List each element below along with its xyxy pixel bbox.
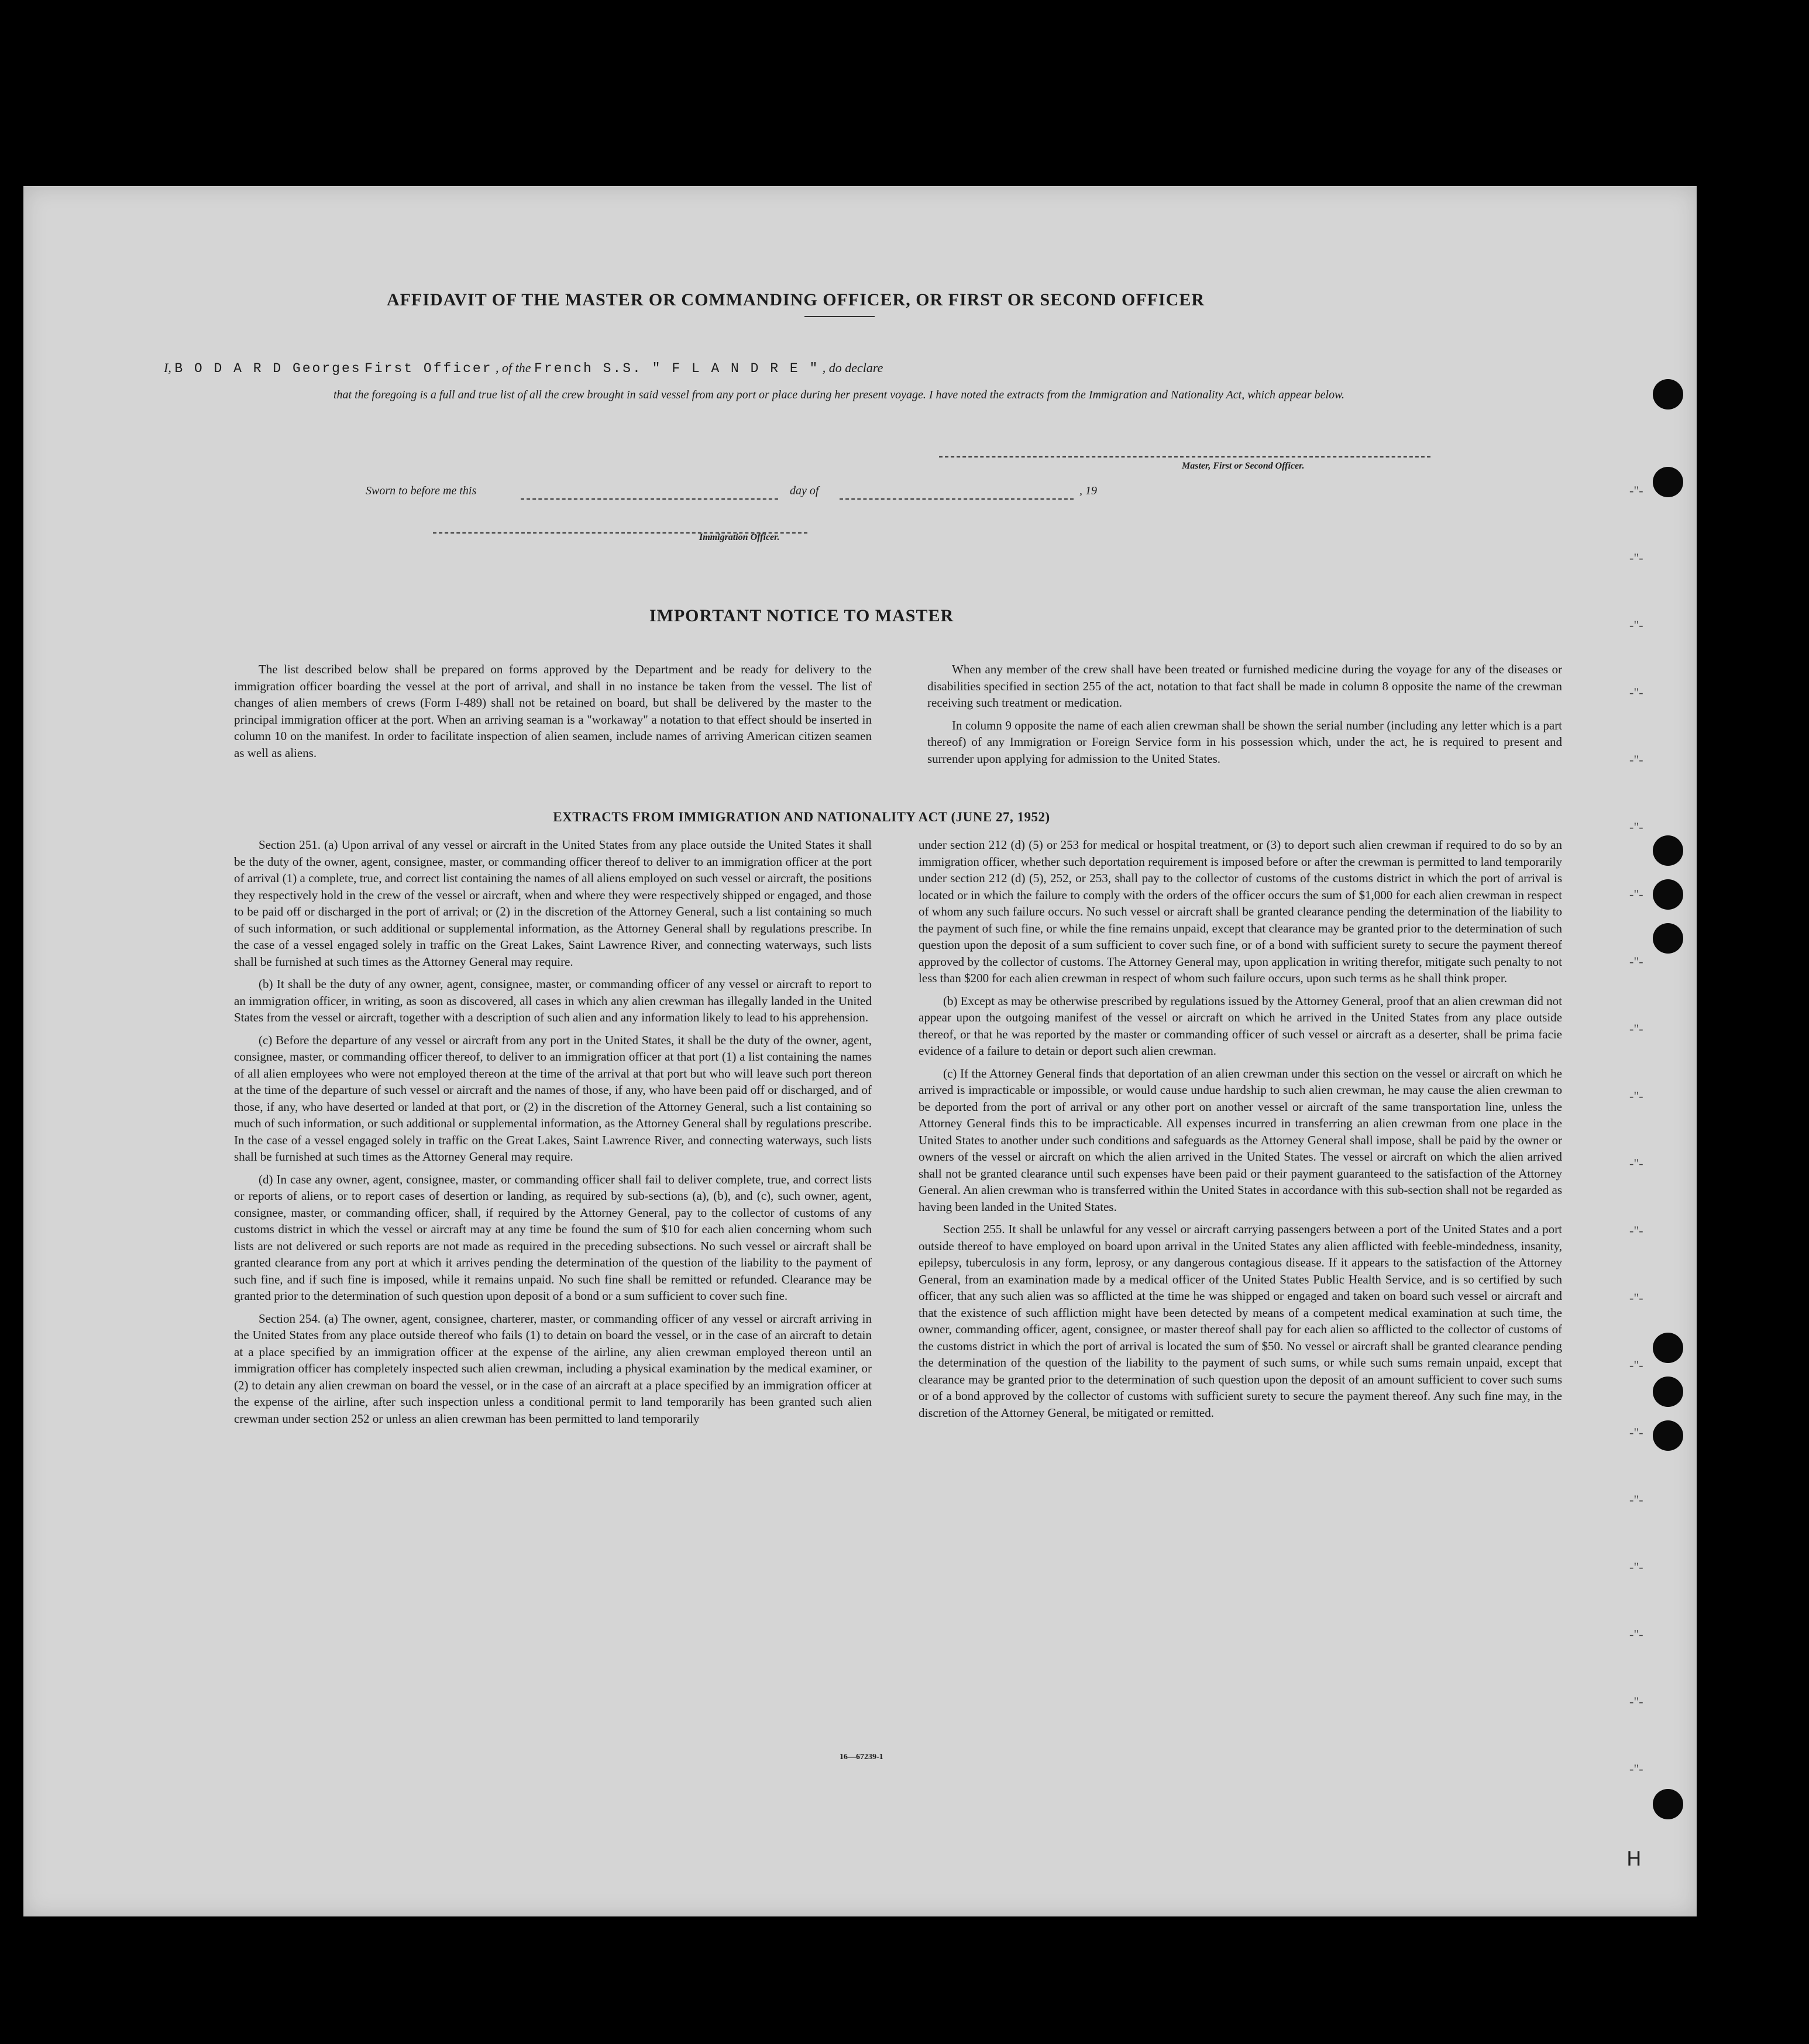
statute-paragraph: Section 251. (a) Upon arrival of any vessel or aircraft in the United States from any place outside the United States it shall be the duty of the owner, agent, consignee, master, or commanding officer thereof to deliver to an immigration officer at the port of arrival (1) a complete, true, and correct list containing the names of all aliens employed on such vessel or aircraft, the positions they respectively hold in the crew of the vessel or aircraft, when and where they were respectively shipped or engaged, and those to be paid off or discharged in the port of arrival; or (2) in the discretion of the Attorney General, such a list containing so much of such information, or such additional or supplemental information, as the Attorney General shall by regulations prescribe. In the case of a vessel engaged solely in traffic on the Great Lakes, Saint Lawrence River, and connecting waterways, such lists shall be furnished at such times as the Attorney General may require.	[234, 838, 872, 969]
month-line	[840, 497, 1074, 500]
statute-paragraph: (d) In case any owner, agent, consignee, master, or commanding officer shall fail to deliver complete, true, and correct lists or reports of aliens, or to report cases of desertion or landing, as required by sub-sections (a), (b), and (c), such owner, agent, consignee, master, or commanding officer, shall, if required by the Attorney General, pay to the collector of customs of any customs district in which the vessel or aircraft may at any time be found the sum of $10 for each alien concerning whom such lists are not delivered or such reports are not made as required in the preceding subsections. No such vessel or aircraft shall be granted clearance from any port at which it arrives pending the determination of the question of the liability to the payment of such fine, and if such fine is imposed, while it remains unpaid. No such fine shall be remitted or refunded. Clearance may be granted prior to the determination of such question upon deposit of a bond or a sum sufficient to cover such fine.	[234, 1172, 872, 1303]
form-number: 16—67239-1	[840, 1753, 883, 1761]
punch-hole	[1653, 467, 1683, 497]
notice-right-column	[927, 661, 1562, 773]
statute-paragraph: under section 212 (d) (5) or 253 for medical or hospital treatment, or (3) to deport such alien crewman if required to do so by an immigration officer, whether such deportation requirement is imposed before or after the crewman is permitted to land temporarily under section 212 (d) (5), 252, or 253, shall pay to the collector of customs of the customs district in which the port of arrival is located or in which the failure to comply with the orders of the officer occurs the sum of $1,000 for each alien crewman in respect of whom any such failure occurs. No such vessel or aircraft shall be granted clearance pending the determination of the liability to the payment of such fine, or while the fine remains unpaid, except that clearance may be granted prior to the determination of such question upon the deposit of a sum sufficient to cover such fine, or of a bond with sufficient surety to secure the payment thereof approved by the collector of customs. The Attorney General may, upon application in writing therefor, mitigate such penalty to not less than $200 for each alien crewman in respect of whom such failure occurs, upon such terms as he shall think proper.	[919, 838, 1562, 985]
punch-hole	[1653, 1420, 1683, 1451]
punch-hole	[1653, 1789, 1683, 1819]
signature-line	[939, 455, 1430, 457]
title-rule	[804, 316, 875, 317]
notice-title: IMPORTANT NOTICE TO MASTER	[649, 606, 954, 625]
declaration-suffix: , do declare	[822, 360, 883, 375]
sworn-label: Sworn to before me this	[366, 484, 477, 497]
punch-hole	[1653, 835, 1683, 866]
immigration-officer-label: Immigration Officer.	[699, 532, 780, 542]
notice-paragraph: The list described below shall be prepared on forms approved by the Department and be ready for delivery to the immigration officer boarding the vessel at the port of arrival, and shall in no instance be taken from the vessel. The list of changes of alien members of crews (Form I-489) shall not be retained on board, but shall be delivered by the master to the principal immigration officer at the port. When an arriving seaman is a "workaway" a notation to that effect should be inserted in column 10 on the manifest. In order to facilitate inspection of alien seamen, include names of arriving American citizen seamen as well as aliens.	[234, 662, 872, 760]
statute-paragraph: Section 255. It shall be unlawful for any vessel or aircraft carrying passengers between a port of the United States and a port outside thereof to have employed on board upon arrival in the United States any alien afflicted with feeble-mindedness, insanity, epilepsy, tuberculosis in any form, leprosy, or any dangerous contagious disease. If it appears to the satisfaction of the Attorney General, from an examination made by a medical officer of the United States Public Health Service, and is so certified by such officer, that any such alien was so afflicted at the time he was shipped or engaged and taken on board such vessel or aircraft and that the existence of such affliction might have been detected by means of a competent medical examination at such time, the owner, commanding officer, agent, consignee, or master thereof shall pay for each alien so afflicted to the collector of customs of the customs district in which the port of arrival is located the sum of $50. No vessel or aircraft shall be granted clearance pending the determination of the question of the liability to the payment of such sums, or while such sums remain unpaid, except that clearance may be granted prior to the determination of such question upon the deposit of an amount sufficient to cover such sums or of a bond approved by the collector of customs with sufficient surety to secure the payment thereof. Any such fine may, in the discretion of the Attorney General, be mitigated or remitted.	[919, 1222, 1562, 1420]
notice-paragraph: When any member of the crew shall have been treated or furnished medicine during the voyage for any of the diseases or disabilities specified in section 255 of the act, notation to that fact shall be made in column 8 opposite the name of the crewman receiving such treatment or medication.	[927, 662, 1562, 710]
officer-rank: First Officer	[364, 361, 493, 376]
vessel-name: French S.S. " F L A N D R E "	[534, 361, 820, 376]
of-the-label: , of the	[496, 360, 531, 375]
statute-paragraph: (c) Before the departure of any vessel or aircraft from any port in the United States, it shall be the duty of the owner, agent, consignee, master, or commanding officer thereof, to deliver to an immigration officer at that port (1) a list containing the names of all alien employees who were not employed thereon at the time of the arrival at that port but who will leave such port thereon at the time of the departure of such vessel or aircraft and the names of those, if any, who have been paid off or discharged, and of those, if any, who have deserted or landed at that port, or (2) in the discretion of the Attorney General, such a list containing so much of such information, or such additional or supplemental information, as the Attorney General shall by regulations prescribe. In the case of a vessel engaged solely in traffic on the Great Lakes, Saint Lawrence River, and connecting waterways, such lists shall be furnished at such times as the Attorney General may require.	[234, 1033, 872, 1164]
punch-hole	[1653, 923, 1683, 954]
extracts-right-column	[919, 837, 1562, 1427]
extracts-title: EXTRACTS FROM IMMIGRATION AND NATIONALITY ACT (JUNE 27, 1952)	[553, 810, 1050, 824]
signature-label: Master, First or Second Officer.	[1182, 461, 1305, 471]
declaration-prefix: I,	[164, 360, 171, 375]
officer-name: B O D A R D Georges	[174, 361, 362, 376]
declaration-body: that the foregoing is a full and true list of all the crew brought in said vessel from any port or place during her present voyage. I have noted the extracts from the Immigration and Nationality Act, which appear below.	[333, 388, 1344, 401]
statute-paragraph: (b) Except as may be otherwise prescribed by regulations issued by the Attorney General, proof that an alien crewman did not appear upon the outgoing manifest of the vessel or aircraft on which he arrived in the United States from any place outside thereof, or that he was reported by the master or commanding officer of such vessel or aircraft as a deserter, shall be prima facie evidence of a failure to detain or deport such alien crewman.	[919, 993, 1562, 1058]
punch-hole	[1653, 879, 1683, 910]
statute-paragraph: (b) It shall be the duty of any owner, agent, consignee, master, or commanding officer of any vessel or aircraft to report to an immigration officer, in writing, as soon as discovered, all cases in which any alien crewman has illegally landed in the United States from the vessel or aircraft, together with a description of such alien and any information likely to lead to his apprehension.	[234, 977, 872, 1024]
sworn-date-line	[521, 497, 778, 500]
punch-hole	[1653, 379, 1683, 410]
ditto-column: -"- -"- -"- -"- -"- -"- -"- -"- -"- -"- -"- -"- -"- -"- -"- -"- -"- -"- -"- -"-	[1629, 483, 1643, 1776]
notice-paragraph: In column 9 opposite the name of each alien crewman shall be shown the serial number (including any letter which is a part thereof) of any Immigration or Foreign Service form in his possession which, under the act, he is required to present and surrender upon applying for admission to the United States.	[927, 718, 1562, 766]
statute-paragraph: (c) If the Attorney General finds that deportation of an alien crewman under this section on the vessel or aircraft on which he arrived is impracticable or impossible, or would cause undue hardship to such alien crewman, he may cause the alien crewman to be deported from the port of arrival or any other port on another vessel or aircraft of the same transportation line, unless the Attorney General finds this to be impracticable. All expenses incurred in transferring an alien crewman from one place in the United States to another under such conditions and safeguards as the Attorney General shall impose, shall be paid by the owner or owners of the vessel or aircraft on which the alien arrived in the United States. The vessel or aircraft on which the alien arrived shall not be granted clearance until such expenses have been paid or their payment guaranteed to the satisfaction of the Attorney General. An alien crewman who is transferred within the United States in accordance with this sub-section shall not be regarded as having been landed in the United States.	[919, 1066, 1562, 1214]
corner-mark: H	[1626, 1847, 1642, 1871]
extracts-left-column	[234, 837, 872, 1433]
punch-hole	[1653, 1377, 1683, 1407]
document-page	[23, 186, 1697, 1916]
year-label: , 19	[1079, 484, 1097, 497]
affidavit-title: AFFIDAVIT OF THE MASTER OR COMMANDING OFFICER, OR FIRST OR SECOND OFFICER	[386, 290, 1205, 309]
statute-paragraph: Section 254. (a) The owner, agent, consignee, charterer, master, or commanding officer of any vessel or aircraft arriving in the United States from any place outside thereof who fails (1) to detain on board the vessel, or in the case of an aircraft to detain at a place specified by an immigration officer at the expense of the airline, any alien crewman employed thereon until an immigration officer has completely inspected such alien crewman, including a physical examination by the medical examiner, or (2) to detain any alien crewman on board the vessel, or in the case of an aircraft at a place specified by an immigration officer at the expense of the airline, after such inspection unless a conditional permit to land temporarily has been granted such alien crewman under section 252 or unless an alien crewman has been permitted to land temporarily	[234, 1311, 872, 1426]
day-of-label: day of	[790, 484, 819, 497]
declaration-line	[164, 360, 1521, 376]
notice-left-column	[234, 661, 872, 767]
punch-hole	[1653, 1333, 1683, 1363]
